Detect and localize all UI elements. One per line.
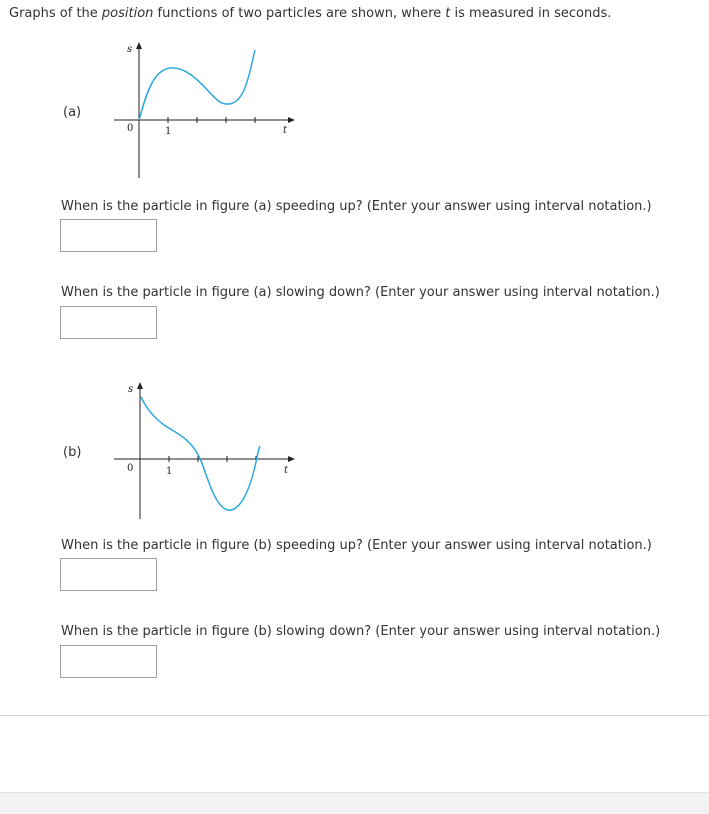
figure-a-position-curve: [139, 50, 255, 120]
intro-text: [9, 6, 611, 22]
figure-b-label: (b): [63, 445, 82, 460]
answer-input-a-slowing-down[interactable]: [60, 306, 157, 339]
intro-part-2: functions of two particles are shown, where: [153, 6, 446, 21]
question-b-speeding-up: When is the particle in figure (b) speeding up? (Enter your answer using interval notation.): [61, 538, 652, 553]
answer-input-b-speeding-up[interactable]: [60, 558, 157, 591]
figure-b-x-arrow: [288, 456, 295, 462]
figure-b-origin-label: 0: [127, 463, 134, 474]
answer-input-a-speeding-up[interactable]: [60, 219, 157, 252]
figure-a-tick-label: 1: [165, 126, 172, 137]
answer-input-b-slowing-down[interactable]: [60, 645, 157, 678]
figure-b-t-label: t: [284, 465, 289, 476]
intro-emphasis-t: t: [445, 6, 451, 21]
figure-a-label: (a): [63, 105, 82, 120]
figure-a-x-arrow: [288, 117, 295, 123]
figure-a-t-label: t: [283, 125, 288, 136]
intro-emphasis-position: position: [101, 6, 154, 21]
figure-a-origin-label: 0: [127, 123, 134, 134]
figure-b-s-label: s: [128, 384, 134, 395]
figure-b-tick-label: 1: [166, 466, 173, 477]
section-divider: [0, 715, 709, 716]
question-a-speeding-up: When is the particle in figure (a) speeding up? (Enter your answer using interval notation.): [61, 199, 652, 214]
figure-a-s-label: s: [127, 44, 133, 55]
footer-bar: [0, 792, 709, 814]
intro-part-1: Graphs of the: [9, 6, 102, 21]
figure-b-position-curve: [141, 397, 260, 510]
figure-a-y-arrow: [136, 42, 142, 49]
question-a-slowing-down: When is the particle in figure (a) slowing down? (Enter your answer using interval notation.): [61, 285, 660, 300]
intro-part-3: is measured in seconds.: [450, 6, 612, 21]
figure-b-y-arrow: [137, 382, 143, 389]
question-b-slowing-down: When is the particle in figure (b) slowing down? (Enter your answer using interval notation.): [61, 624, 661, 639]
